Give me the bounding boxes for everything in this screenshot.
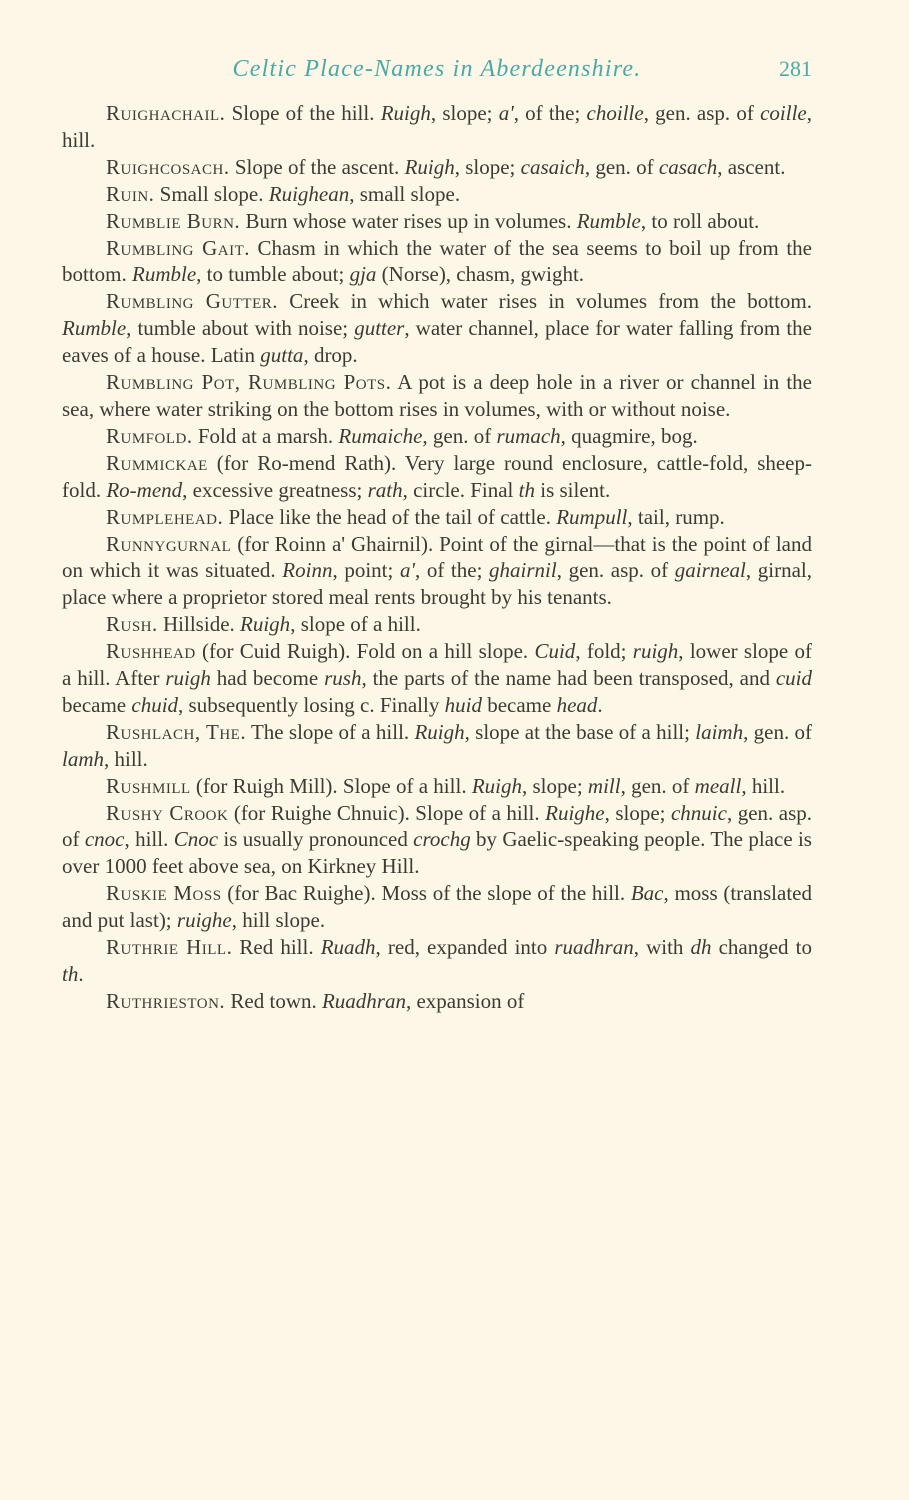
etymon-term: huid <box>444 692 482 717</box>
etymology-text: . <box>78 962 84 986</box>
etymon-term: meall <box>694 773 742 798</box>
entry-headword: Rushhead <box>106 639 196 664</box>
etymon-term: cnoc <box>84 827 125 852</box>
etymology-text: , gen. asp. of <box>556 558 675 583</box>
dictionary-entry <box>62 154 812 181</box>
dictionary-entry <box>62 531 812 612</box>
etymology-text: , gen. of <box>584 154 659 179</box>
running-title: Celtic Place-Names in Aberdeenshire. <box>232 56 642 82</box>
etymology-text: , slope; <box>454 154 521 179</box>
etymon-term: Ro-mend <box>106 477 183 502</box>
entry-definition: A pot is a deep hole in a river or channel in the sea, where water striking on the bottom rises in volumes, with or without noise. <box>62 370 812 421</box>
etymology-text: (Norse), chasm, gwight. <box>376 262 585 287</box>
etymon-term: Cuid <box>534 639 576 664</box>
entry-headword: Rumbling Gutter. <box>106 289 278 314</box>
dictionary-entry <box>62 423 812 450</box>
dictionary-entry <box>62 504 812 531</box>
etymology-text: by Gaelic-speaking people. The place is over 1000 feet above sea, on Kirkney Hill. <box>62 827 812 879</box>
entry-headword: Rumbling Gait. <box>106 235 250 260</box>
etymon-term: Rumble <box>132 262 197 287</box>
entry-definition: Small slope. <box>154 181 269 206</box>
entry-headword: Ruighachail. <box>106 101 226 125</box>
etymon-term: Ruigh <box>404 154 455 179</box>
entry-definition: Fold at a marsh. <box>192 423 339 448</box>
etymon-term: Rumaiche <box>338 423 423 448</box>
dictionary-entry <box>62 450 812 504</box>
etymology-text: , hill. <box>741 773 786 798</box>
etymon-term: Roinn <box>282 558 333 583</box>
etymology-text: , hill slope. <box>231 908 326 933</box>
entry-definition: Creek in which water rises in volumes from the bottom. <box>277 289 812 314</box>
dictionary-entries <box>62 100 812 1015</box>
etymon-term: choille <box>586 101 644 125</box>
etymon-term: Ruigh <box>414 719 465 744</box>
dictionary-entry <box>62 288 812 369</box>
entry-headword: Rummickae <box>106 450 208 475</box>
dictionary-entry <box>62 988 812 1015</box>
etymon-term: rumach <box>496 423 561 448</box>
etymology-text: , moss (translated and put last); <box>62 881 812 933</box>
entry-headword: Ruskie Moss <box>106 881 222 906</box>
etymology-text: , water channel, place for water falling from the eaves of a house. Latin <box>62 316 812 368</box>
entry-headword: Ruthrie Hill. <box>106 935 233 960</box>
etymon-term: Cnoc <box>173 827 219 852</box>
entry-headword: Rumblie Burn. <box>106 208 241 233</box>
etymology-text: had become <box>210 666 325 691</box>
etymon-term: ruigh <box>165 666 211 691</box>
etymology-text: , point; <box>332 558 400 583</box>
entry-headword: Rumbling Pot, Rumbling Pots. <box>106 370 392 395</box>
etymology-text: became <box>62 692 132 717</box>
etymology-text: , hill. <box>104 746 148 771</box>
etymology-text: , slope; <box>522 773 588 798</box>
entry-definition: Hillside. <box>157 612 241 637</box>
etymon-term: lamh <box>62 746 104 771</box>
dictionary-entry <box>62 369 812 423</box>
etymon-term: crochg <box>413 827 471 852</box>
etymon-term: Ruigh <box>380 101 431 125</box>
etymology-text: , of the; <box>414 558 490 583</box>
page-header <box>62 56 812 90</box>
etymology-text: , tail, rump. <box>627 504 725 529</box>
etymon-term: head <box>556 692 598 717</box>
dictionary-entry <box>62 880 812 934</box>
etymology-text: , to tumble about; <box>196 262 350 287</box>
etymology-text: . <box>597 692 603 717</box>
dictionary-entry <box>62 181 812 208</box>
etymology-text: , with <box>633 935 691 960</box>
entry-definition: Slope of the hill. <box>225 101 381 125</box>
etymology-text: , of the; <box>513 101 587 125</box>
etymology-text: , tumble about with noise; <box>126 316 355 341</box>
etymon-term: ghairnil <box>489 558 557 583</box>
dictionary-entry <box>62 934 812 988</box>
entry-headword: Ruthrieston. <box>106 988 226 1013</box>
entry-definition: (for Bac Ruighe). Moss of the slope of the hill. <box>221 881 631 906</box>
etymon-term: casach <box>658 154 718 179</box>
etymon-term: gja <box>349 262 377 287</box>
entry-definition: The slope of a hill. <box>246 719 415 744</box>
etymology-text: , slope of a hill. <box>290 612 421 637</box>
etymon-term: Ruighe <box>545 800 605 825</box>
entry-definition: (for Cuid Ruigh). Fold on a hill slope. <box>195 639 535 664</box>
etymology-text: , circle. Final <box>402 477 519 502</box>
etymon-term: gutta <box>260 343 304 368</box>
etymology-text: , subsequently losing c. Finally <box>178 692 445 717</box>
dictionary-entry <box>62 235 812 289</box>
dictionary-entry <box>62 100 812 154</box>
etymology-text: , expansion of <box>405 988 525 1013</box>
etymon-term: Rumpull <box>556 504 628 529</box>
etymon-term: ruadhran <box>554 935 634 960</box>
entry-definition: Burn whose water rises up in volumes. <box>240 208 577 233</box>
etymology-text: , gen. asp. of <box>62 800 812 852</box>
etymology-text: , red, expanded into <box>375 935 555 960</box>
etymology-text: , gen. of <box>743 719 812 744</box>
entry-definition: Red hill. <box>232 935 321 960</box>
etymology-text: , quagmire, bog. <box>560 423 698 448</box>
etymon-term: coille <box>760 101 807 125</box>
etymology-text: , slope; <box>430 101 499 125</box>
etymon-term: gutter <box>354 316 405 341</box>
entry-headword: Rumplehead. <box>106 504 224 529</box>
entry-headword: Rush. <box>106 612 158 637</box>
entry-headword: Rushy Crook <box>106 800 229 825</box>
etymon-term: chnuic <box>670 800 727 825</box>
etymology-text: , hill. <box>62 101 812 152</box>
etymon-term: chuid <box>131 692 179 717</box>
etymon-term: laimh <box>695 719 744 744</box>
etymon-term: th <box>518 477 535 502</box>
entry-headword: Rushmill <box>106 773 191 798</box>
dictionary-entry <box>62 638 812 719</box>
entry-headword: Runnygurnal <box>106 531 232 556</box>
etymon-term: Bac <box>630 881 664 906</box>
etymology-text: , gen. of <box>422 423 497 448</box>
etymology-text: , ascent. <box>717 154 786 179</box>
entry-definition: (for Ruigh Mill). Slope of a hill. <box>190 773 472 798</box>
etymology-text: , slope; <box>604 800 671 825</box>
dictionary-entry <box>62 611 812 638</box>
dictionary-entry <box>62 719 812 773</box>
etymon-term: rush <box>324 666 362 691</box>
etymon-term: a' <box>399 558 415 583</box>
etymology-text: , slope at the base of a hill; <box>464 719 696 744</box>
entry-headword: Rumfold. <box>106 423 193 448</box>
entry-definition: Slope of the ascent. <box>229 154 405 179</box>
dictionary-entry <box>62 800 812 881</box>
entry-definition: Place like the head of the tail of cattle. <box>223 504 557 529</box>
etymology-text: , lower slope of a hill. After <box>62 639 812 691</box>
dictionary-entry <box>62 773 812 800</box>
etymon-term: Ruadhran <box>321 988 406 1013</box>
etymon-term: gairneal <box>674 558 746 583</box>
etymon-term: Ruigh <box>240 612 291 637</box>
etymon-term: a' <box>498 101 514 125</box>
etymology-text: , hill. <box>124 827 174 852</box>
entry-definition: (for Ruighe Chnuic). Slope of a hill. <box>228 800 546 825</box>
etymology-text: is silent. <box>534 477 611 502</box>
etymon-term: Ruigh <box>471 773 522 798</box>
etymology-text: , small slope. <box>349 181 461 206</box>
etymon-term: th <box>62 962 79 986</box>
dictionary-entry <box>62 208 812 235</box>
etymology-text: , drop. <box>303 343 358 368</box>
entry-headword: Ruin. <box>106 181 155 206</box>
etymon-term: Rumble <box>62 316 127 341</box>
etymon-term: dh <box>690 935 712 960</box>
etymon-term: Ruadh <box>320 935 376 960</box>
etymon-term: rath <box>367 477 403 502</box>
etymology-text: is usually pronounced <box>218 827 414 852</box>
etymon-term: cuid <box>775 666 812 691</box>
etymon-term: Rumble <box>576 208 641 233</box>
etymology-text: , girnal, place where a proprietor stored meal rents brought by his tenants. <box>62 558 813 610</box>
etymology-text: , the parts of the name had been transposed, and <box>361 666 776 691</box>
etymology-text: became <box>481 692 557 717</box>
etymology-text: , gen. asp. of <box>643 101 761 125</box>
entry-definition: Red town. <box>225 988 322 1013</box>
etymon-term: mill <box>587 773 621 798</box>
entry-definition: (for Ro-mend Rath). Very large round enclosure, cattle-fold, sheep-fold. <box>62 450 812 502</box>
etymon-term: casaich <box>520 154 585 179</box>
etymon-term: Ruighean <box>268 181 350 206</box>
entry-headword: Rushlach, The. <box>106 719 247 744</box>
etymology-text: , fold; <box>575 639 633 664</box>
etymon-term: ruigh <box>632 639 679 664</box>
page-number: 281 <box>779 56 812 81</box>
etymology-text: changed to <box>711 935 812 960</box>
etymology-text: , gen. of <box>620 773 695 798</box>
entry-definition: Chasm in which the water of the sea seems to boil up from the bottom. <box>62 235 812 287</box>
entry-definition: (for Roinn a' Ghairnil). Point of the girnal—that is the point of land on which it was situated. <box>62 531 812 583</box>
etymon-term: ruighe <box>176 908 232 933</box>
etymology-text: , excessive greatness; <box>182 477 368 502</box>
etymology-text: , to roll about. <box>640 208 760 233</box>
entry-headword: Ruighcosach. <box>106 154 230 179</box>
